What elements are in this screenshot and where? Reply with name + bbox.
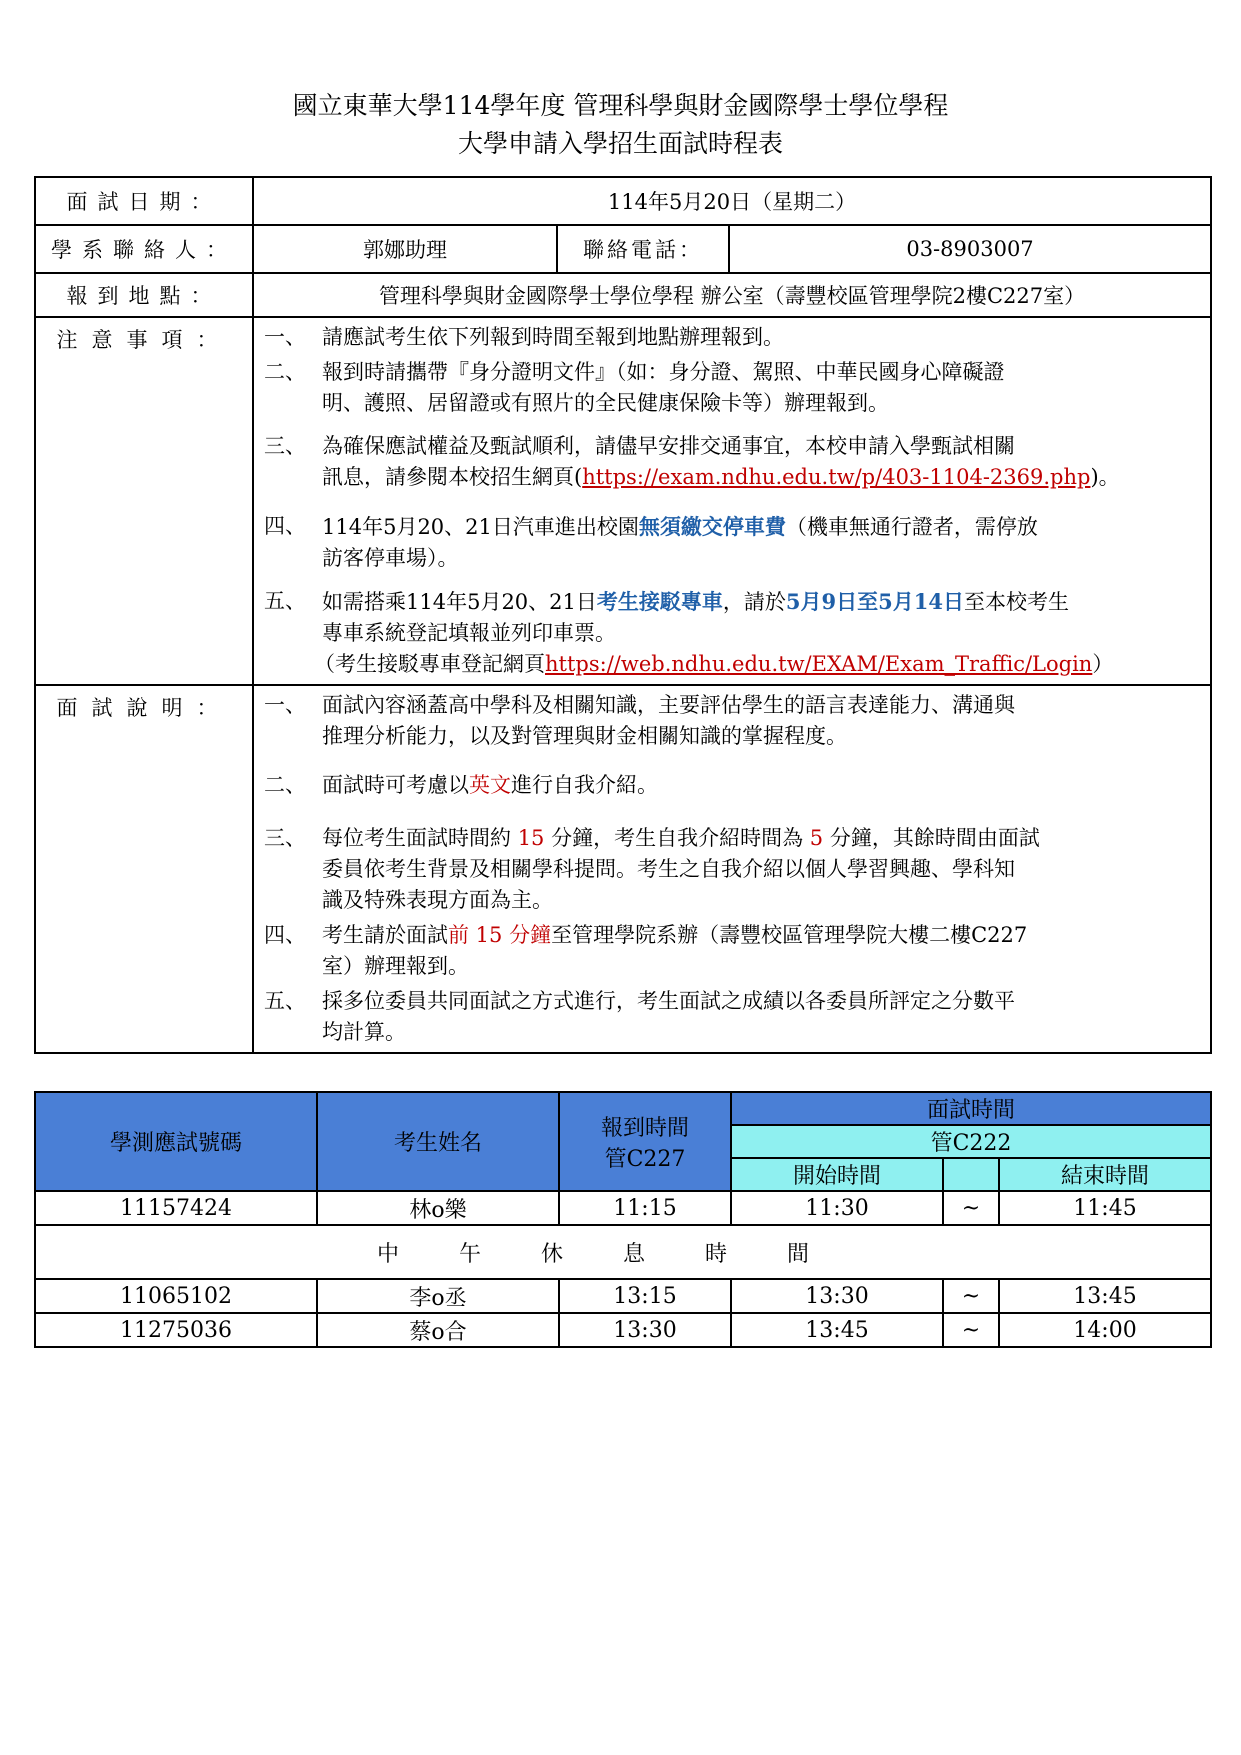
cell-checkin: 13:15 [559,1279,731,1313]
col-header-start: 開始時間 [731,1158,943,1191]
location-value: 管理科學與財金國際學士學位學程 辦公室（壽豐校區管理學院2樓C227室） [253,273,1211,317]
note-text: 專車系統登記填報並列印車票。 [322,621,616,645]
note-number: 四、 [264,514,306,538]
note-1 [258,322,1204,353]
cell-end: 14:00 [999,1313,1211,1347]
cell-end: 13:45 [999,1279,1211,1313]
note-number: 二、 [264,773,306,797]
note-number: 一、 [264,325,306,349]
note-text: 考生請於面試 [322,923,448,947]
checkin-time-emphasis: 前 15 分鐘 [448,923,552,947]
cell-start: 13:45 [731,1313,943,1347]
cell-name: 李o丞 [317,1279,559,1313]
intro-duration-emphasis: 5 [809,826,824,850]
cell-tilde: ~ [943,1191,999,1225]
date-label: 面試日期： [35,177,253,225]
col-header-checkin [559,1092,731,1191]
note-text: 推理分析能力，以及對管理與財金相關知識的掌握程度。 [322,724,847,748]
table-row [35,1191,1211,1225]
note-5 [258,586,1204,680]
table-row [35,1313,1211,1347]
lunch-row [35,1225,1211,1279]
lunch-break: 中午休息時間 [35,1225,1211,1279]
notes-label: 注意事項： [35,317,253,685]
duration-emphasis: 15 [517,826,545,850]
location-label: 報到地點： [35,273,253,317]
note-text: 至本校考生 [963,590,1069,614]
cell-id: 11157424 [35,1191,317,1225]
note-text: （考生接駁專車登記網頁 [314,652,545,676]
note-text: 至管理學院系辦（壽豐校區管理學院大樓二樓C227 [551,923,1028,947]
note-text: 均計算。 [322,1020,406,1044]
cell-checkin: 13:30 [559,1313,731,1347]
note-number: 三、 [264,434,306,458]
shuttle-registration-link[interactable]: https://web.ndhu.edu.tw/EXAM/Exam_Traffic/Login [545,652,1093,676]
schedule-table [34,1091,1212,1348]
note-text: 每位考生面試時間約 [322,826,518,850]
interview-block [253,685,1211,1053]
note-text: 面試時可考慮以 [322,773,469,797]
cell-tilde: ~ [943,1313,999,1347]
phone-value: 03-8903007 [729,225,1211,273]
interview-3 [258,823,1204,916]
note-number: 一、 [264,693,306,717]
interview-1 [258,690,1204,752]
interview-2 [258,770,1204,801]
note-number: 五、 [264,589,306,613]
exam-website-link[interactable]: https://exam.ndhu.edu.tw/p/403-1104-2369.php [582,465,1091,489]
note-text: 明、護照、居留證或有照片的全民健康保險卡等）辦理報到。 [322,391,889,415]
col-header-room: 管C222 [731,1125,1211,1158]
contact-value: 郭娜助理 [253,225,557,273]
cell-id: 11065102 [35,1279,317,1313]
info-table [34,176,1212,1054]
note-text: 為確保應試權益及甄試順利，請儘早安排交通事宜，本校申請入學甄試相關 [322,434,1015,458]
cell-id: 11275036 [35,1313,317,1347]
note-text: )。 [1090,465,1120,489]
note-text: 分鐘，其餘時間由面試 [823,826,1040,850]
note-text: 114年5月20、21日汽車進出校園 [322,515,639,539]
cell-name: 林o樂 [317,1191,559,1225]
contact-label: 學系聯絡人： [35,225,253,273]
interview-label: 面試說明： [35,685,253,1053]
date-value: 114年5月20日（星期二） [253,177,1211,225]
note-text: 識及特殊表現方面為主。 [322,888,553,912]
phone-label: 聯絡電話： [557,225,729,273]
note-text: 委員依考生背景及相關學科提問。考生之自我介紹以個人學習興趣、學科知 [322,857,1015,881]
note-3 [258,431,1204,493]
note-text: 如需搭乘114年5月20、21日 [322,590,597,614]
page-title: 國立東華大學114學年度 管理科學與財金國際學士學位學程 [292,91,949,120]
english-emphasis: 英文 [469,773,511,797]
cell-checkin: 11:15 [559,1191,731,1225]
checkin-label: 報到時間 [600,1115,689,1141]
note-text: 訪客停車場）。 [322,546,459,570]
note-text: ） [1092,652,1114,676]
cell-start: 13:30 [731,1279,943,1313]
note-text: 分鐘，考生自我介紹時間為 [544,826,810,850]
note-number: 四、 [264,923,306,947]
note-text: 進行自我介紹。 [511,773,658,797]
note-text: 請應試考生依下列報到時間至報到地點辦理報到。 [322,325,784,349]
notes-block [253,317,1211,685]
cell-end: 11:45 [999,1191,1211,1225]
col-header-sep [943,1158,999,1191]
cell-start: 11:30 [731,1191,943,1225]
registration-period-emphasis: 5月9日至5月14日 [785,589,964,614]
interview-4 [258,920,1204,982]
note-number: 三、 [264,826,306,850]
col-header-interview: 面試時間 [731,1092,1211,1125]
page-subtitle: 大學申請入學招生面試時程表 [457,129,783,158]
note-number: 五、 [264,989,306,1013]
shuttle-emphasis: 考生接駁專車 [596,589,723,614]
interview-5 [258,986,1204,1048]
table-row [35,1279,1211,1313]
checkin-room: 管C227 [604,1146,686,1172]
col-header-end: 結束時間 [999,1158,1211,1191]
note-2 [258,357,1204,419]
col-header-id: 學測應試號碼 [35,1092,317,1191]
cell-name: 蔡o合 [317,1313,559,1347]
note-number: 二、 [264,360,306,384]
note-text: （機車無通行證者，需停放 [785,515,1038,539]
note-text: ，請於 [722,590,786,614]
note-text: 訊息，請參閱本校招生網頁( [322,465,583,489]
note-text: 採多位委員共同面試之方式進行，考生面試之成績以各委員所評定之分數平 [322,989,1015,1013]
note-text: 室）辦理報到。 [322,954,469,978]
note-text: 面試內容涵蓋高中學科及相關知識，主要評估學生的語言表達能力、溝通與 [322,693,1015,717]
no-parking-fee-emphasis: 無須繳交停車費 [638,514,786,539]
note-4 [258,511,1204,574]
col-header-name: 考生姓名 [317,1092,559,1191]
cell-tilde: ~ [943,1279,999,1313]
note-text: 報到時請攜帶『身分證明文件』（如：身分證、駕照、中華民國身心障礙證 [322,360,1005,384]
